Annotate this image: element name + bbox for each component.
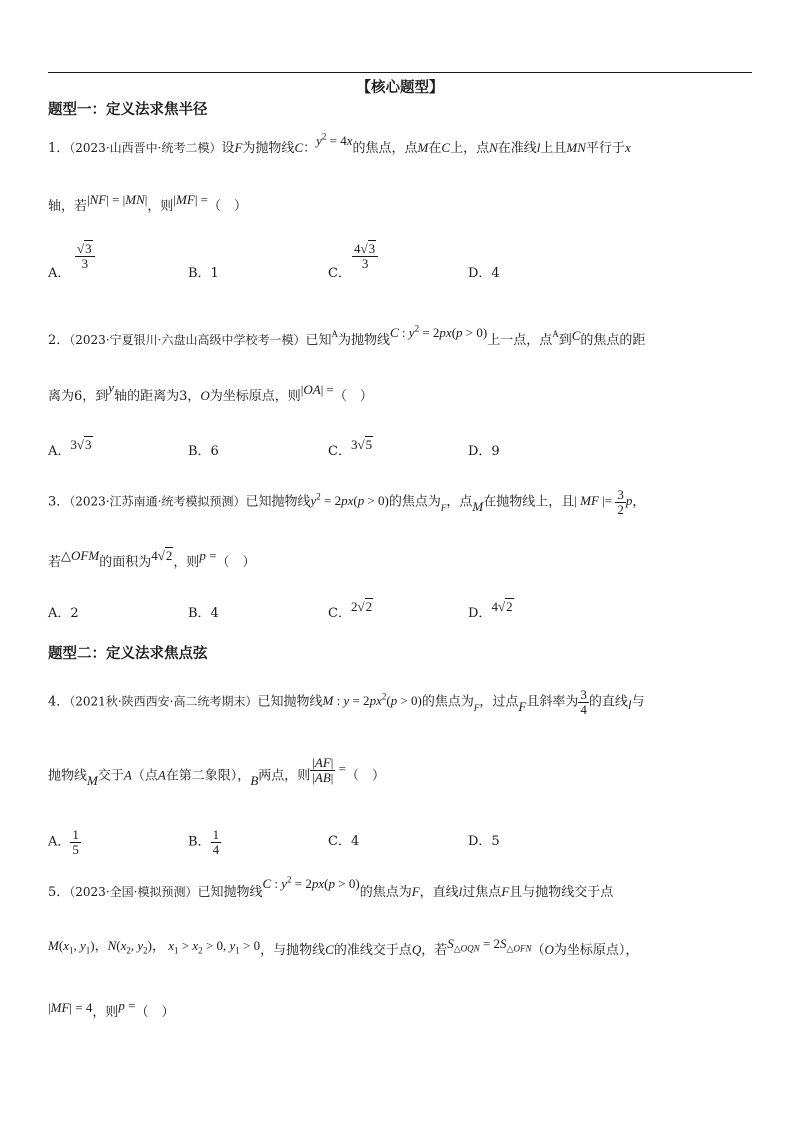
q2-option-c[interactable]: C．3√5 bbox=[328, 437, 373, 459]
q1-option-d[interactable]: D．4 bbox=[468, 266, 500, 281]
math-parabola-eq: $y^2 = 4x$ bbox=[316, 131, 353, 148]
question-source: （2023·江苏南通·统考模拟预测） bbox=[69, 494, 246, 509]
q1-option-b[interactable]: B．1 bbox=[188, 266, 219, 281]
math-nf-eq-mn: |NF| = |MN| bbox=[87, 192, 148, 207]
math-parabola-eq: M : $y = 2px^2(p > 0)$ bbox=[322, 692, 422, 709]
math-area-relation: $S_{\triangle OQN} = 2S_{\triangle OFN}$ bbox=[447, 936, 532, 954]
question-1-line-2: 轴，若|NF| = |MN|，则|MF| =（ ） bbox=[48, 192, 248, 214]
math-parabola-eq: C : $y^2 = 2px(p > 0)$ bbox=[262, 874, 360, 891]
section-heading-2: 题型二：定义法求焦点弦 bbox=[48, 646, 208, 662]
math-mf-eq: | MF |= $\frac{3}{2}$ p bbox=[574, 487, 633, 517]
question-number: 1． bbox=[48, 141, 70, 156]
q3-option-b[interactable]: B．4 bbox=[188, 606, 219, 621]
math-parabola-eq: $y^2 = 2px(p > 0)$ bbox=[310, 492, 389, 509]
q1-option-c-math: $\frac{4√3}{3}$ bbox=[352, 242, 378, 271]
page-title: 【核心题型】 bbox=[356, 80, 444, 96]
question-4-line-2: 抛物线M交于A（点A在第二象限），B两点，则 $\frac{|AF|}{|AB|}$ =（ ） bbox=[48, 755, 385, 789]
question-number: 3． bbox=[48, 494, 70, 510]
question-number: 2． bbox=[48, 333, 70, 348]
q1-option-a-math: $\frac{√3}{3}$ bbox=[75, 242, 95, 271]
q4-option-a[interactable]: A． $\frac{1}{5}$ bbox=[48, 827, 79, 857]
math-points: $M(x_1$, $y_1$)，$N(x_2$, $y_2$)， $x_1 > x_2 > 0$, $y_1 > 0$ bbox=[48, 938, 261, 956]
math-mf-4: |MF| = 4 bbox=[48, 1000, 93, 1015]
question-4-line-1: 4．（2021秋·陕西西安·高二统考期末）已知抛物线M : $y = 2px^2(p > 0)$的焦点为$_F$，过点F且斜率为 $\frac{3}{4}$ 的直线l与 bbox=[48, 687, 645, 717]
question-source: （2023·宁夏银川·六盘山高级中学校考一模） bbox=[69, 333, 306, 347]
math-triangle-ofm: △OFM bbox=[61, 548, 100, 563]
q3-option-d[interactable]: D．4√2 bbox=[468, 599, 513, 621]
q4-option-c[interactable]: C．4 bbox=[328, 834, 360, 849]
top-rule bbox=[48, 72, 752, 73]
q2-option-a[interactable]: A．3√3 bbox=[48, 437, 92, 459]
q3-option-a[interactable]: A．2 bbox=[48, 606, 79, 621]
question-source: （2021秋·陕西西安·高二统考期末） bbox=[69, 694, 258, 709]
q4-option-d[interactable]: D．5 bbox=[468, 834, 500, 849]
q3-option-c[interactable]: C．2√2 bbox=[328, 599, 373, 621]
question-3-line-2: 若△OFM的面积为4√2，则p =（ ） bbox=[48, 548, 256, 570]
math-parabola-eq: C : $y^2 = 2px(p > 0)$ bbox=[389, 323, 488, 340]
q1-option-c[interactable]: C． bbox=[328, 266, 351, 281]
math-mf: |MF| = bbox=[173, 192, 208, 207]
question-3-line-1: 3．（2023·江苏南通·统考模拟预测）已知抛物线$y^2 = 2px(p > 0)$的焦点为$_F$，点M在抛物线上，且| MF |= $\frac{3}{2}$ p， bbox=[48, 487, 646, 517]
question-5-line-2: $M(x_1$, $y_1$)，$N(x_2$, $y_2$)， $x_1 > x_2 > 0$, $y_1 > 0$，与抛物线C的准线交于点Q，若$S_{\triangle OQN} = 2S_{\triangle OFN}(O$为坐标原点）， bbox=[48, 936, 639, 958]
q2-option-d[interactable]: D．9 bbox=[468, 444, 500, 459]
question-2-line-2: 离为6，到y轴的距离为3，O为坐标原点，则|OA| =（ ） bbox=[48, 380, 373, 404]
question-number: 4． bbox=[48, 694, 70, 710]
math-oa: |OA| = bbox=[300, 382, 334, 397]
question-1-line-1: 1．（2023·山西晋中·统考二模）设F为抛物线C：$y^2 = 4x$的焦点，点M在C上，点N在准线l上且MN平行于x bbox=[48, 131, 631, 156]
question-5-line-3: |MF| = 4，则p =（ ） bbox=[48, 998, 175, 1020]
q2-option-b[interactable]: B．6 bbox=[188, 444, 219, 459]
q4-option-b[interactable]: B． $\frac{1}{4}$ bbox=[188, 827, 220, 857]
math-af-over-ab: $\frac{|AF|}{|AB|}$ = bbox=[312, 755, 346, 785]
question-source: （2023·山西晋中·统考二模） bbox=[69, 141, 222, 155]
question-number: 5． bbox=[48, 885, 70, 900]
question-2-line-1: 2．（2023·宁夏银川·六盘山高级中学校考一模）已知$^A$为抛物线C : $y^2 = 2px(p > 0)$上一点，点$^A$到C的焦点的距 bbox=[48, 323, 646, 348]
section-heading-1: 题型一：定义法求焦半径 bbox=[48, 102, 208, 118]
question-5-line-1: 5．（2023·全国·模拟预测）已知抛物线C : $y^2 = 2px(p > 0)$的焦点为F，直线l过焦点F且与抛物线交于点 bbox=[48, 874, 614, 900]
q1-option-a[interactable]: A． bbox=[48, 266, 71, 281]
question-source: （2023·全国·模拟预测） bbox=[69, 885, 198, 899]
